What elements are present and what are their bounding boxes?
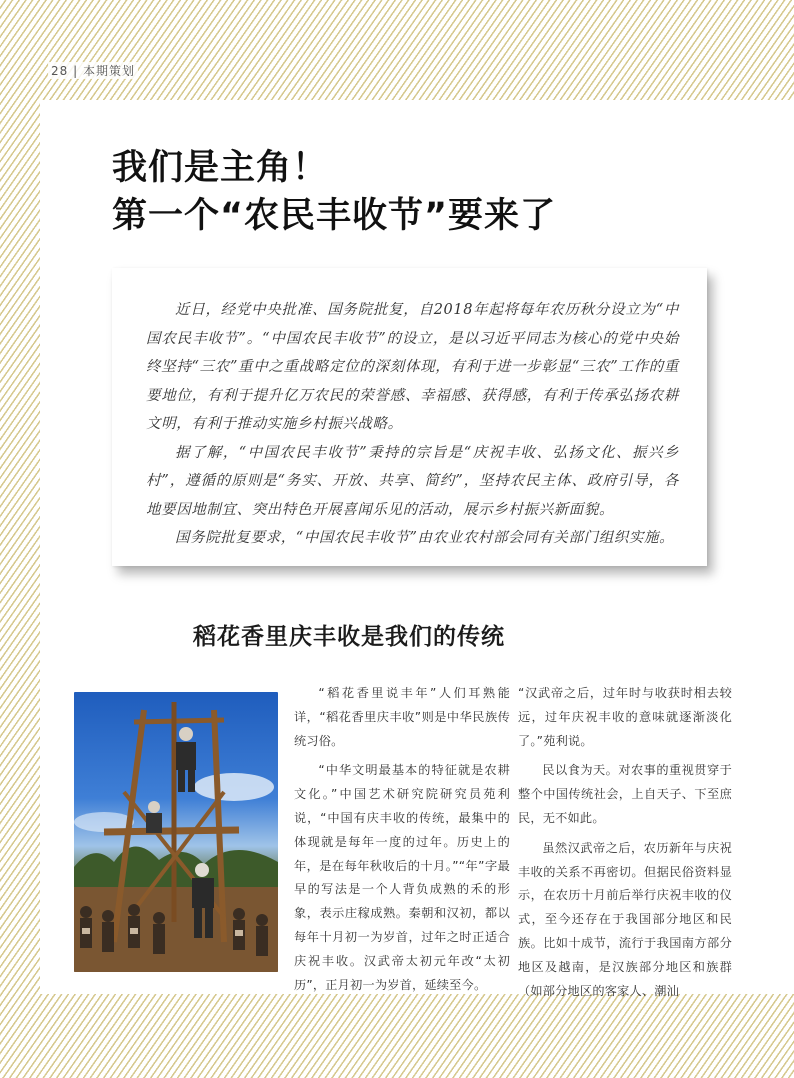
article-title	[112, 144, 556, 240]
body-paragraph: 民以食为天。对农事的重视贯穿于整个中国传统社会，上自天子、下至庶民，无不如此。	[518, 763, 732, 825]
section-label: 本期策划	[82, 64, 135, 78]
title-line-2: 第一个“农民丰收节”要来了	[112, 196, 557, 236]
content-panel	[40, 100, 794, 998]
title-line-1: 我们是主角！	[112, 148, 329, 188]
header-divider: |	[73, 64, 83, 78]
intro-box	[112, 268, 707, 566]
page-header	[48, 62, 138, 79]
intro-paragraph: 国务院批复要求，“中国农民丰收节”由农业农村部会同有关部门组织实施。	[175, 530, 675, 546]
body-paragraph: 虽然汉武帝之后，农历新年与庆祝丰收的关系不再密切。但据民俗资料显示，在农历十月前后举行庆祝丰收的仪式，至今还存在于我国部分地区和民族。比如十成节，流行于我国南方部分地区及越南，是汉族部分地区和族群（如部分地区的客家人、潮汕	[518, 840, 732, 998]
body-column-2	[518, 682, 732, 1003]
body-paragraph: “稻花香里说丰年”人们耳熟能详，“稻花香里庆丰收”则是中华民族传统习俗。	[294, 686, 510, 748]
body-paragraph: “汉武帝之后，过年时与收获时相去较远，过年庆祝丰收的意味就逐渐淡化了。”苑利说。	[518, 686, 732, 748]
intro-paragraph: 近日，经党中央批准、国务院批复，自2018年起将每年农历秋分设立为“中国农民丰收节”。“中国农民丰收节”的设立，是以习近平同志为核心的党中央始终坚持“三农”重中之重战略定位的深刻体现，有利于进一步彰显“三农”工作的重要地位，有利于提升亿万农民的荣誉感、幸福感、获得感，有利于传承弘扬农耕文明，有利于推动实施乡村振兴战略。	[146, 302, 679, 432]
body-paragraph: “中华文明最基本的特征就是农耕文化。”中国艺术研究院研究员苑利说，“中国有庆丰收的传统，最集中的体现就是每年一度的过年。历史上的年，是在每年秋收后的十月。”“年”字最早的写法是一个人背负成熟的禾的形象，表示庄稼成熟。秦朝和汉初，都以每年十月初一为岁首，过年之时正适合庆祝丰收。汉武帝太初元年改“太初历”，正月初一为岁首，延续至今。	[294, 763, 510, 992]
photo-illustration	[74, 692, 278, 972]
section-title: 稻花香里庆丰收是我们的传统	[193, 624, 505, 650]
intro-paragraph: 据了解，“中国农民丰收节”秉持的宗旨是“庆祝丰收、弘扬文化、振兴乡村”，遵循的原则是“务实、开放、共享、简约”，坚持农民主体、政府引导，各地要因地制宜、突出特色开展喜闻乐见的活动，展示乡村振兴新面貌。	[146, 444, 679, 518]
page-number: 28	[51, 64, 69, 78]
body-column-1	[294, 682, 510, 997]
festival-photo	[74, 692, 278, 972]
